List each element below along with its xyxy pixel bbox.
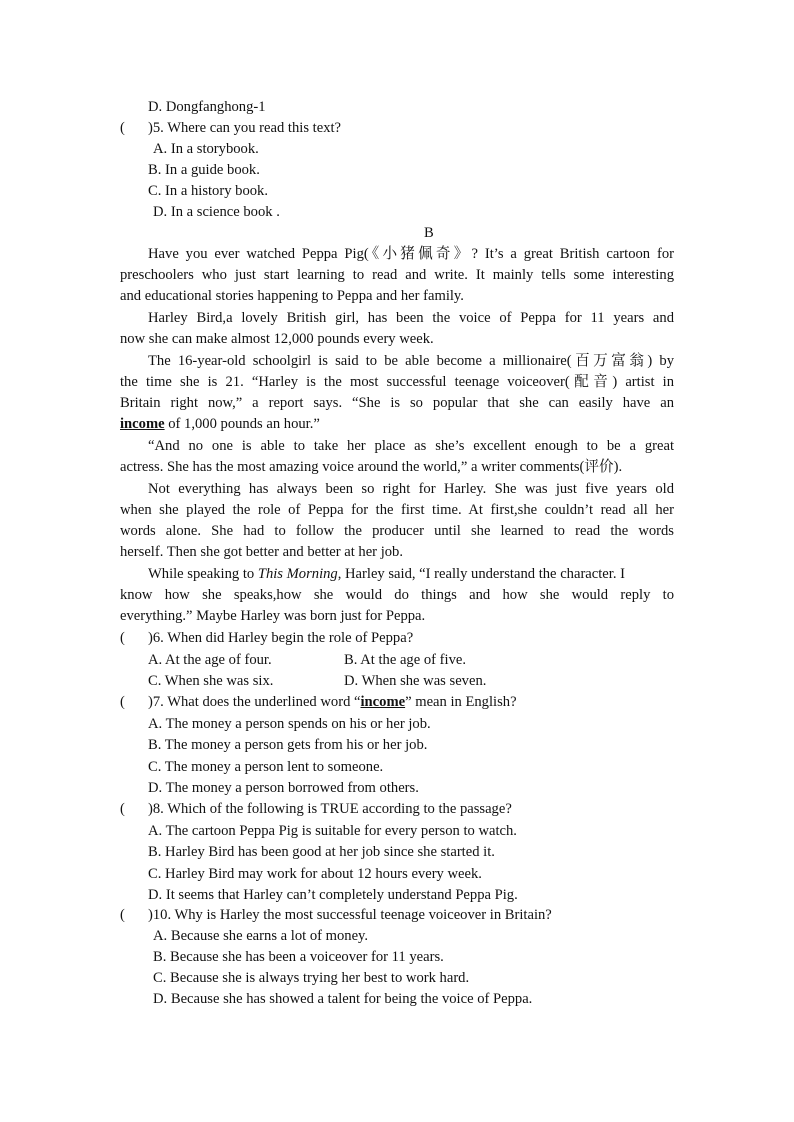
p3-line-4-rest: of 1,000 pounds an hour.” — [164, 416, 320, 432]
this-morning-title: This Morning — [257, 566, 338, 582]
q5-option-a: A. In a storybook. — [153, 141, 259, 157]
q4-option-d: D. Dongfanghong-1 — [148, 99, 266, 115]
q10-option-a: A. Because she earns a lot of money. — [153, 928, 369, 944]
q10-answer-blank: ( — [120, 907, 147, 923]
q8-option-c: C. Harley Bird may work for about 12 hours every week. — [148, 866, 482, 882]
p4-line-1: “And no one is able to take her place as she’s excellent enough to be a great — [148, 438, 674, 454]
q7-option-b: B. The money a person gets from his or her job. — [148, 737, 428, 753]
p5-line-3: words alone. She had to follow the producer until she learned to read the words — [120, 523, 674, 539]
q6-answer-blank: ( — [120, 630, 147, 646]
q6-stem: )6. When did Harley begin the role of Peppa? — [148, 630, 414, 646]
p6-line-2: know how she speaks,how she would do things and how she would reply to — [120, 587, 674, 603]
q6-option-b: B. At the age of five. — [344, 652, 466, 668]
q5-stem: )5. Where can you read this text? — [148, 120, 342, 136]
q7-stem-post: ” mean in English? — [405, 694, 517, 710]
q7-option-d: D. The money a person borrowed from others. — [148, 780, 419, 796]
income-keyword: income — [120, 416, 165, 432]
q7-stem — [148, 692, 517, 713]
p5-line-2: when she played the role of Peppa for the first time. At first,she couldn’t read all her — [120, 502, 674, 518]
p3-line-2: the time she is 21. “Harley is the most successful teenage voiceover(配音) artist in — [120, 374, 674, 390]
p6-line-1-post: , Harley said, “I really understand the character. I — [337, 566, 625, 582]
q5-answer-blank: ( — [120, 120, 147, 136]
q6-option-c: C. When she was six. — [148, 673, 274, 689]
q8-option-d: D. It seems that Harley can’t completely understand Peppa Pig. — [148, 887, 518, 903]
q8-answer-blank: ( — [120, 801, 147, 817]
p3-line-4 — [120, 414, 320, 435]
p5-line-1: Not everything has always been so right for Harley. She was just five years old — [148, 481, 674, 497]
q7-option-c: C. The money a person lent to someone. — [148, 759, 384, 775]
q8-option-b: B. Harley Bird has been good at her job since she started it. — [148, 844, 495, 860]
q7-stem-pre: )7. What does the underlined word “ — [148, 694, 361, 710]
p4-line-2: actress. She has the most amazing voice around the world,” a writer comments(评价). — [120, 459, 623, 475]
p2-line-2: now she can make almost 12,000 pounds every week. — [120, 331, 434, 347]
q8-option-a: A. The cartoon Peppa Pig is suitable for every person to watch. — [148, 823, 517, 839]
p1-line-2: preschoolers who just start learning to read and write. It mainly tells some interesting — [120, 267, 674, 283]
p6-line-1 — [148, 564, 625, 585]
p5-line-4: herself. Then she got better and better at her job. — [120, 544, 403, 560]
q10-option-d: D. Because she has showed a talent for being the voice of Peppa. — [153, 991, 533, 1007]
p3-line-1: The 16-year-old schoolgirl is said to be able become a millionaire(百万富翁) by — [148, 353, 674, 369]
p3-line-3: Britain right now,” a report says. “She is so popular that she can easily have an — [120, 395, 674, 411]
q7-option-a: A. The money a person spends on his or her job. — [148, 716, 431, 732]
q10-option-b: B. Because she has been a voiceover for 11 years. — [153, 949, 444, 965]
q6-option-d: D. When she was seven. — [344, 673, 487, 689]
p1-line-3: and educational stories happening to Peppa and her family. — [120, 288, 464, 304]
q5-option-d: D. In a science book . — [153, 204, 280, 220]
q7-answer-blank: ( — [120, 694, 147, 710]
p6-line-3: everything.” Maybe Harley was born just for Peppa. — [120, 608, 426, 624]
section-title: B — [424, 225, 434, 241]
q5-option-b: B. In a guide book. — [148, 162, 260, 178]
q8-stem: )8. Which of the following is TRUE according to the passage? — [148, 801, 512, 817]
q10-option-c: C. Because she is always trying her best to work hard. — [153, 970, 470, 986]
q5-option-c: C. In a history book. — [148, 183, 268, 199]
p1-line-1: Have you ever watched Peppa Pig(《小猪佩奇》? It’s a great British cartoon for — [148, 246, 674, 262]
p2-line-1: Harley Bird,a lovely British girl, has been the voice of Peppa for 11 years and — [148, 310, 674, 326]
q10-stem: )10. Why is Harley the most successful teenage voiceover in Britain? — [148, 907, 552, 923]
q7-keyword: income — [360, 694, 406, 710]
q6-option-a: A. At the age of four. — [148, 652, 272, 668]
p6-line-1-pre: While speaking to — [148, 566, 258, 582]
